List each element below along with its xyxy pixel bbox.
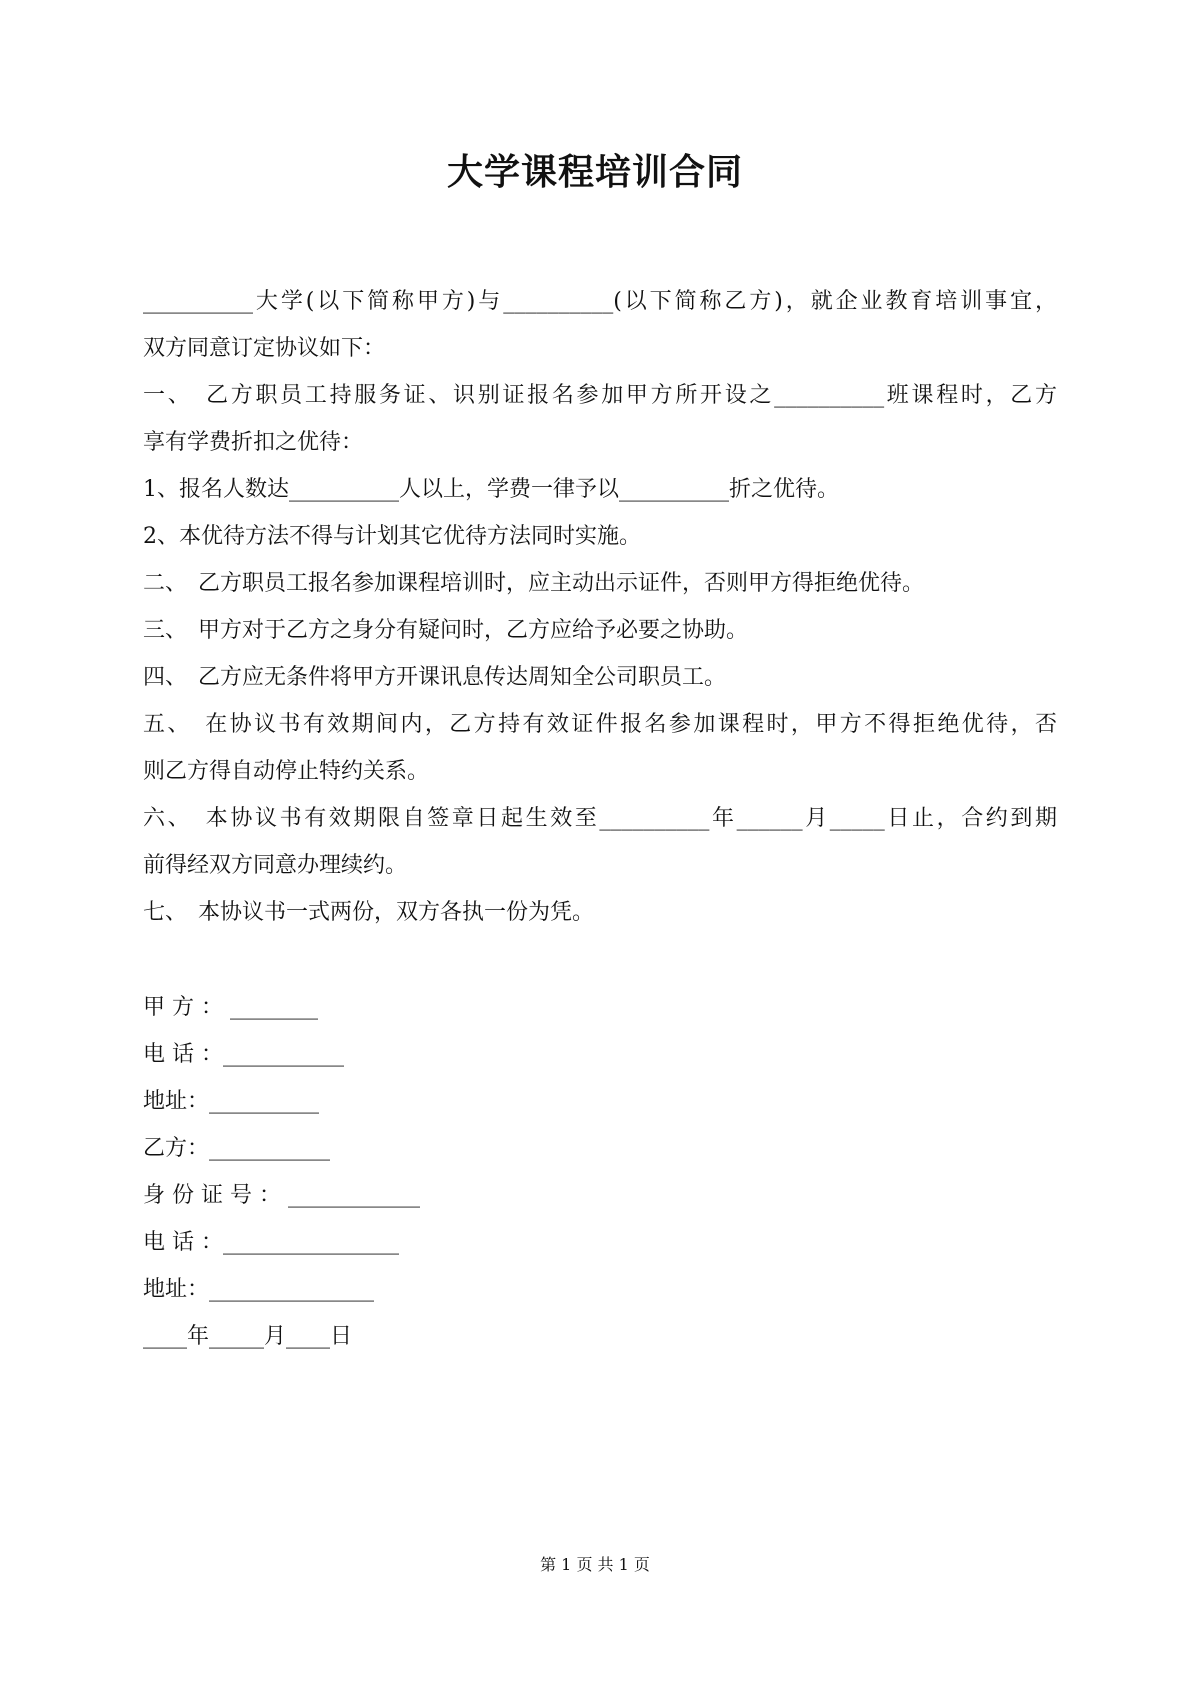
paragraph-line: 则乙方得自动停止特约关系。: [143, 759, 430, 784]
date-field: ____年_____月____日: [143, 1324, 353, 1349]
paragraph-line: 四、 乙方应无条件将甲方开课讯息传达周知全公司职员工。: [143, 665, 727, 690]
paragraph-line: 二、 乙方职员工报名参加课程培训时，应主动出示证件，否则甲方得拒绝优待。: [143, 571, 925, 596]
signature-block: [143, 984, 643, 1360]
paragraph-line: 前得经双方同意办理续约。: [143, 853, 408, 878]
paragraph-line: 享有学费折扣之优待：: [143, 430, 364, 455]
paragraph-line: 三、 甲方对于乙方之身分有疑问时，乙方应给予必要之协助。: [143, 618, 749, 643]
page-number: 第 1 页 共 1 页: [540, 1555, 650, 1574]
paragraph-line: 六、 本协议书有效期限自签章日起生效至__________年______月_____日止，合约到期: [143, 806, 1057, 831]
paragraph-line: 2、本优待方法不得与计划其它优待方法同时实施。: [143, 524, 641, 549]
paragraph-line: 一、 乙方职员工持服务证、识别证报名参加甲方所开设之__________班课程时，乙方: [143, 383, 1057, 408]
party-b-field: 乙方：___________: [143, 1136, 331, 1161]
party-a-address-field: 地址：__________: [143, 1089, 320, 1114]
party-b-phone-field: 电 话 ：________________: [143, 1230, 399, 1255]
paragraph-line: 五、 在协议书有效期间内，乙方持有效证件报名参加课程时，甲方不得拒绝优待，否: [143, 712, 1057, 737]
paragraph-line: 七、 本协议书一式两份，双方各执一份为凭。: [143, 900, 595, 925]
paragraph-line: 1、报名人数达__________人以上，学费一律予以__________折之优待。: [143, 477, 839, 502]
contract-body: [143, 278, 1057, 936]
document-title: 大学课程培训合同: [446, 151, 743, 193]
paragraph-line: 双方同意订定协议如下：: [143, 336, 386, 361]
id-number-field: 身 份 证 号 ： ____________: [143, 1183, 420, 1208]
paragraph-line: __________大学(以下简称甲方)与__________(以下简称乙方)，就企业教育培训事宜，: [143, 289, 1057, 314]
party-a-phone-field: 电 话 ：___________: [143, 1042, 344, 1067]
party-b-address-field: 地址：_______________: [143, 1277, 375, 1302]
party-a-field: 甲 方 ： ________: [143, 995, 318, 1020]
